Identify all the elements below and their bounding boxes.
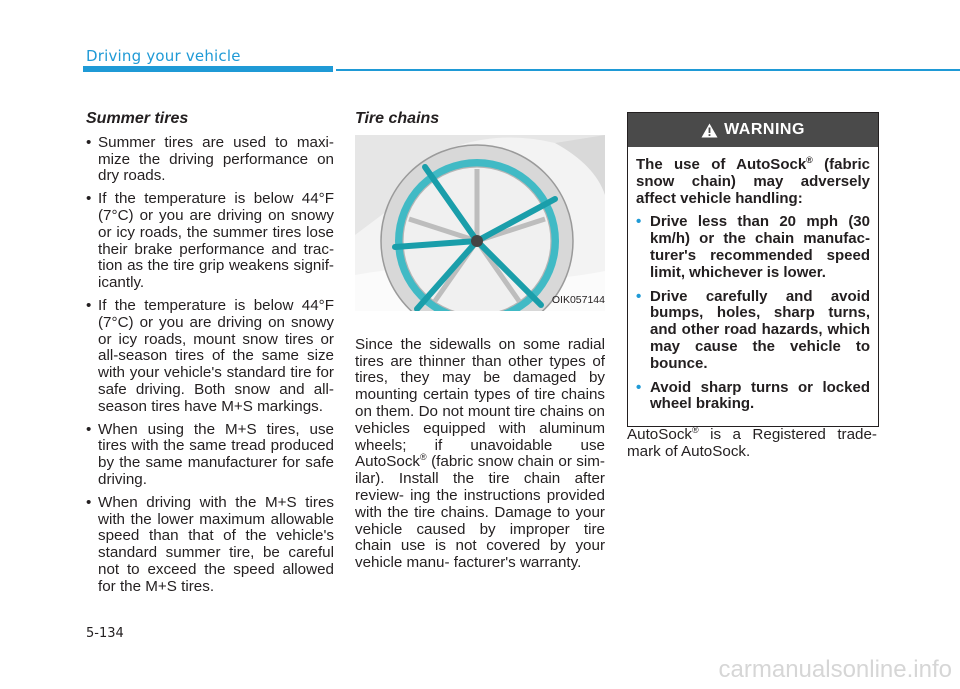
list-item: • Summer tires are used to maxi- mize the driving performance on dry roads. (86, 135, 334, 185)
page-number: 5-134 (86, 626, 124, 641)
list-item: • When driving with the M+S tires with the lower maximum allowable speed than that of the vehicle's standard summer tire, be careful not to exceed the speed allowed for the M+S tires. (86, 495, 334, 596)
summer-tires-column (86, 111, 334, 602)
warning-title: WARNING (724, 120, 805, 138)
header-rule-thin (336, 69, 960, 71)
watermark: carmanualsonline.info (718, 656, 952, 683)
warning-header (628, 113, 878, 147)
warning-body (628, 147, 878, 426)
list-item: • Avoid sharp turns or locked wheel braking. (636, 380, 870, 414)
section-title: Driving your vehicle (86, 47, 241, 65)
figure-code: OIK057144 (551, 294, 605, 306)
wheel-graphic (355, 135, 605, 311)
list-item: • Drive carefully and avoid bumps, holes, sharp turns, and other road hazards, which may cause the vehicle to bounce. (636, 289, 870, 373)
list-item: • If the temperature is below 44°F (7°C) or you are driving on snowy or icy roads, the summer tires lose their brake performance and trac- tion as the tire grip weakens signif- icantly. (86, 191, 334, 292)
autosock-wheel-illustration (355, 135, 605, 311)
tire-chains-body: Since the sidewalls on some radial tires are thinner than other types of tires, they may be damaged by mounting certain types of tire chains on them. Do not mount tire chains on vehicles equipped with aluminum wheels; if unavoidable use AutoSock® (fabric snow chain or sim- ilar). Install the tire chain after review- ing the instructions provided with the tire chains. Damage to your vehicle caused by improper tire chain use is not covered by your vehicle manu- facturer's warranty. (355, 335, 605, 572)
header-rule-thick (83, 66, 333, 72)
warning-triangle-icon (701, 123, 718, 138)
list-item: • Drive less than 20 mph (30 km/h) or the chain manufac- turer's recommended speed limit, whichever is lower. (636, 214, 870, 281)
list-item: • If the temperature is below 44°F (7°C) or you are driving on snowy or icy roads, mount snow tires or all-season tires of the same size with your vehicle's standard tire for safe driving. Both snow and all- season tires have M+S markings. (86, 298, 334, 416)
warning-box (627, 112, 879, 427)
summer-tires-list (86, 135, 334, 596)
warning-column (627, 112, 877, 461)
trademark-note: AutoSock® is a Registered trade- mark of AutoSock. (627, 425, 877, 460)
tire-chains-column (355, 111, 605, 572)
summer-tires-heading: Summer tires (86, 110, 189, 127)
list-item: • When using the M+S tires, use tires with the same tread produced by the same manufacturer for safe driving. (86, 422, 334, 489)
tire-chains-heading: Tire chains (355, 110, 440, 127)
warning-list (636, 214, 870, 413)
warning-intro: The use of AutoSock® (fabric snow chain) may adversely affect vehicle handling: (636, 155, 871, 207)
